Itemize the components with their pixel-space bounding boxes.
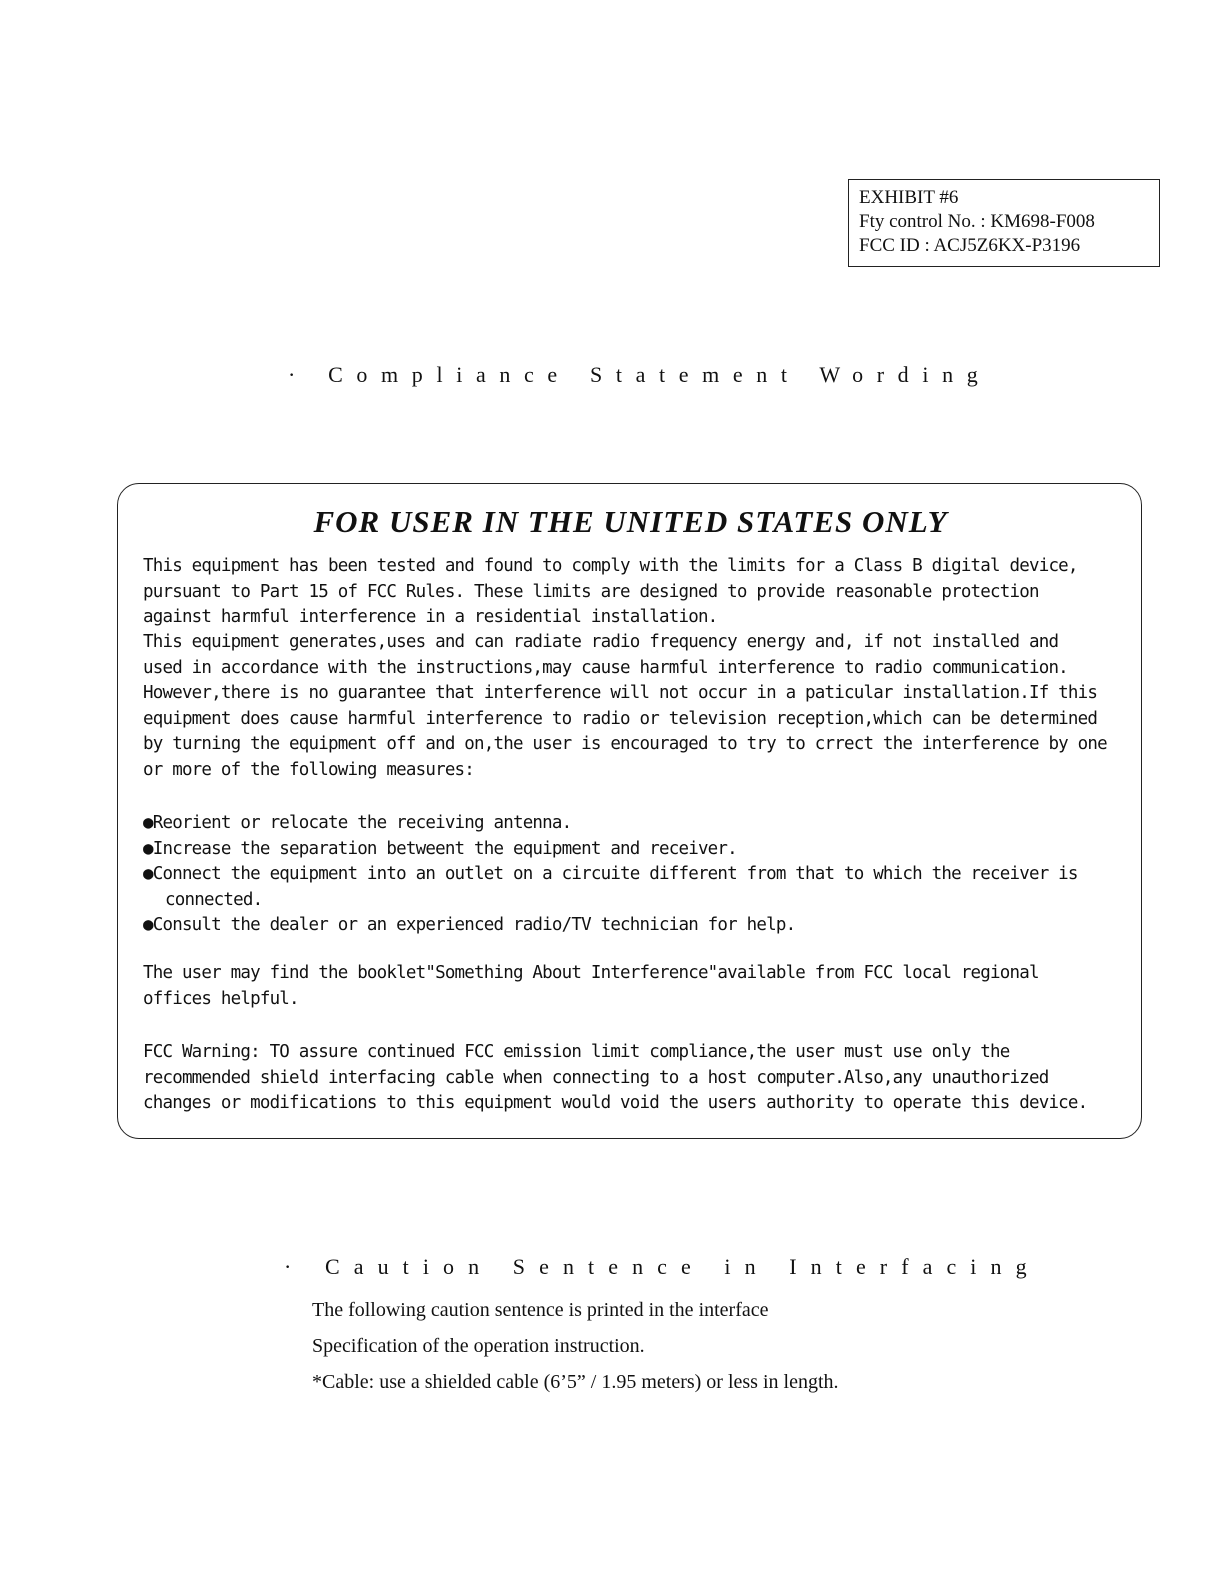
- text-line: by turning the equipment off and on,the user is encouraged to try to crrect the interference by one: [143, 734, 1107, 754]
- measure-item: ●Reorient or relocate the receiving antenna.: [143, 813, 572, 833]
- text-line: against harmful interference in a residential installation.: [143, 607, 718, 627]
- compliance-statement-title: · Compliance Statement Wording: [288, 362, 992, 387]
- caution-sentence-title: · Caution Sentence in Interfacing: [284, 1254, 1041, 1279]
- measure-item: ●Connect the equipment into an outlet on a circuite different from that to which the receiver is: [143, 864, 1078, 884]
- text-line: FCC Warning: TO assure continued FCC emission limit compliance,the user must use only the: [143, 1042, 1010, 1062]
- text-line: offices helpful.: [143, 988, 299, 1009]
- fcc-id: FCC ID : ACJ5Z6KX-P3196: [859, 235, 1081, 256]
- booklet-paragraph: [143, 961, 1039, 1012]
- fcc-warning-paragraph: [143, 1040, 1087, 1117]
- exhibit-label-box: [848, 179, 1160, 267]
- text-line: recommended shield interfacing cable when connecting to a host computer.Also,any unauthorized: [143, 1067, 1049, 1088]
- text-line: used in accordance with the instructions,may cause harmful interference to radio communication.: [143, 657, 1068, 678]
- text-line: The user may find the booklet"Something About Interference"available from FCC local regional: [143, 963, 1039, 983]
- interference-paragraph: [143, 630, 1107, 783]
- caution-line: Specification of the operation instruction.: [312, 1335, 645, 1357]
- text-line: This equipment generates,uses and can radiate radio frequency energy and, if not installed and: [143, 632, 1059, 652]
- compliance-paragraph: [143, 554, 1078, 631]
- text-line: pursuant to Part 15 of FCC Rules. These limits are designed to provide reasonable protection: [143, 581, 1039, 602]
- notice-heading: FOR USER IN THE UNITED STATES ONLY: [313, 504, 948, 539]
- text-line: or more of the following measures:: [143, 759, 475, 780]
- text-line: This equipment has been tested and found to comply with the limits for a Class B digital device,: [143, 556, 1078, 576]
- text-line: However,there is no guarantee that interference will not occur in a paticular installation.If this: [143, 683, 1098, 703]
- caution-text: [312, 1292, 839, 1400]
- factory-control-number: Fty control No. : KM698-F008: [859, 211, 1095, 232]
- measures-list: [143, 811, 1078, 939]
- measure-item: ●Increase the separation betweent the equipment and receiver.: [143, 838, 737, 859]
- measure-item-continuation: connected.: [165, 889, 263, 910]
- exhibit-number: EXHIBIT #6: [859, 187, 959, 208]
- caution-line: The following caution sentence is printed in the interface: [312, 1299, 769, 1321]
- text-line: equipment does cause harmful interference to radio or television reception,which can be determined: [143, 708, 1098, 729]
- text-line: changes or modifications to this equipment would void the users authority to operate this device.: [143, 1093, 1088, 1113]
- caution-line: *Cable: use a shielded cable (6’5” / 1.95 meters) or less in length.: [312, 1371, 839, 1393]
- measure-item: ●Consult the dealer or an experienced radio/TV technician for help.: [143, 915, 796, 935]
- fcc-notice-box: [117, 483, 1142, 1139]
